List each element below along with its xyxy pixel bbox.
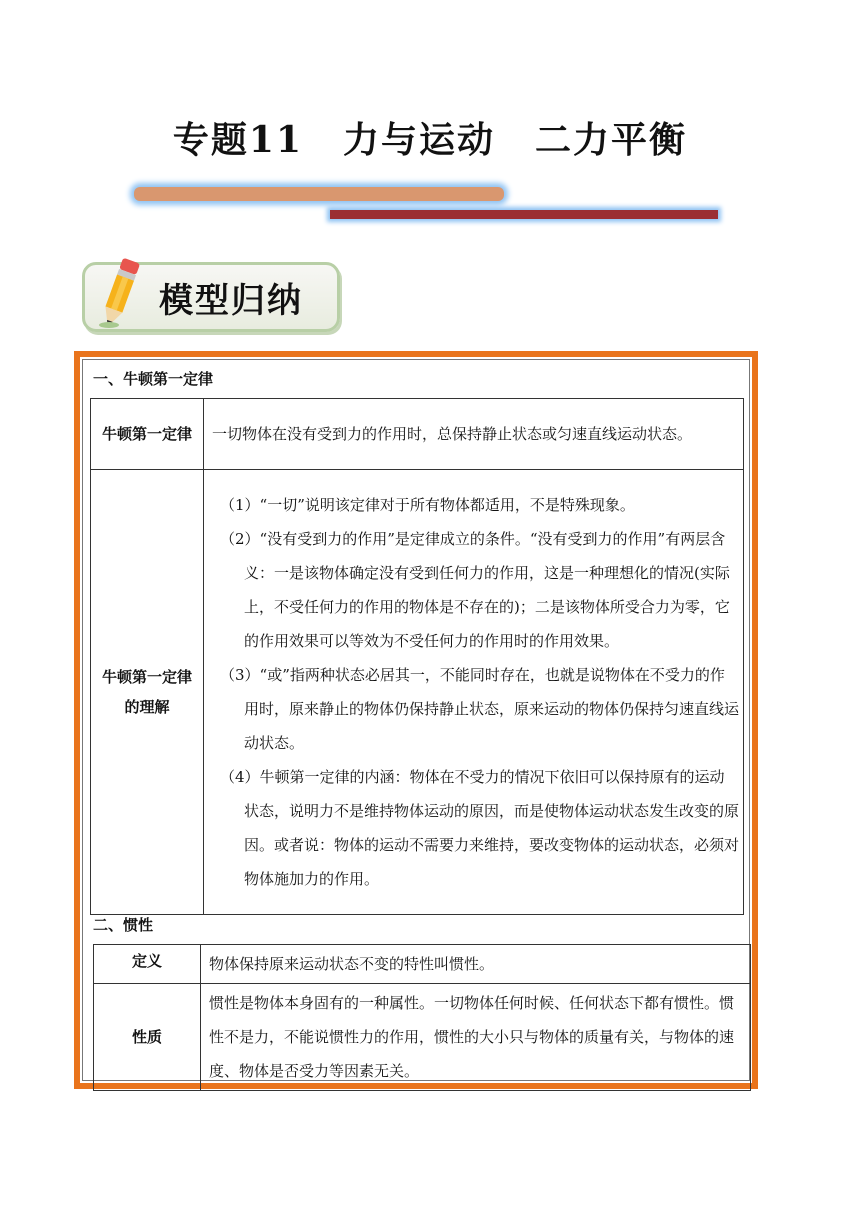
decorative-bar-top <box>134 187 504 201</box>
section-heading-newton: 一、牛顿第一定律 <box>93 370 214 388</box>
table-row <box>94 984 751 1091</box>
newton-law-table <box>90 398 744 915</box>
table-row <box>91 470 744 915</box>
row-content: 惯性是物体本身固有的一种属性。一切物体任何时候、任何状态下都有惯性。惯性不是力，不能说惯性力的作用，惯性的大小只与物体的质量有关，与物体的速度、物体是否受力等因素无关。 <box>201 984 751 1091</box>
content-inner <box>82 359 750 1081</box>
pencil-icon <box>91 253 151 333</box>
title-topic-number: 专题11 <box>172 119 304 161</box>
row-content: 物体保持原来运动状态不变的特性叫惯性。 <box>201 945 751 984</box>
table-row <box>91 399 744 470</box>
list-item: （1）“一切”说明该定律对于所有物体都适用，不是特殊现象。 <box>220 496 635 514</box>
row-label: 牛顿第一定律的理解 <box>91 470 204 915</box>
row-content: 一切物体在没有受到力的作用时，总保持静止状态或匀速直线运动状态。 <box>204 399 744 470</box>
title-subtopic: 二力平衡 <box>535 119 688 161</box>
table-row <box>94 945 751 984</box>
content-frame <box>74 351 758 1089</box>
list-item: （2）“没有受到力的作用”是定律成立的条件。“没有受到力的作用”有两层含义：一是该物体确定没有受到任何力的作用，这是一种理想化的情况(实际上，不受任何力的作用的物体是不存在的)；二是该物体所受合力为零，它的作用效果可以等效为不受任何力的作用时的作用效果。 <box>220 530 730 650</box>
row-label: 性质 <box>94 984 201 1091</box>
inertia-table <box>93 944 751 1091</box>
title-topic: 力与运动 <box>343 119 496 161</box>
section-heading-inertia: 二、惯性 <box>93 916 154 934</box>
page-title <box>0 112 860 163</box>
decorative-bar-bottom <box>330 210 718 219</box>
list-item: （3）“或”指两种状态必居其一，不能同时存在，也就是说物体在不受力的作用时，原来静止的物体仍保持静止状态，原来运动的物体仍保持匀速直线运动状态。 <box>220 666 740 752</box>
row-content <box>204 470 744 915</box>
list-item: （4）牛顿第一定律的内涵：物体在不受力的情况下依旧可以保持原有的运动状态，说明力不是维持物体运动的原因，而是使物体运动状态发生改变的原因。或者说：物体的运动不需要力来维持，要改变物体的运动状态，必须对物体施加力的作用。 <box>220 768 740 888</box>
row-label: 定义 <box>94 945 201 984</box>
row-label: 牛顿第一定律 <box>91 399 204 470</box>
section-badge <box>82 262 340 332</box>
badge-label: 模型归纳 <box>159 281 303 321</box>
